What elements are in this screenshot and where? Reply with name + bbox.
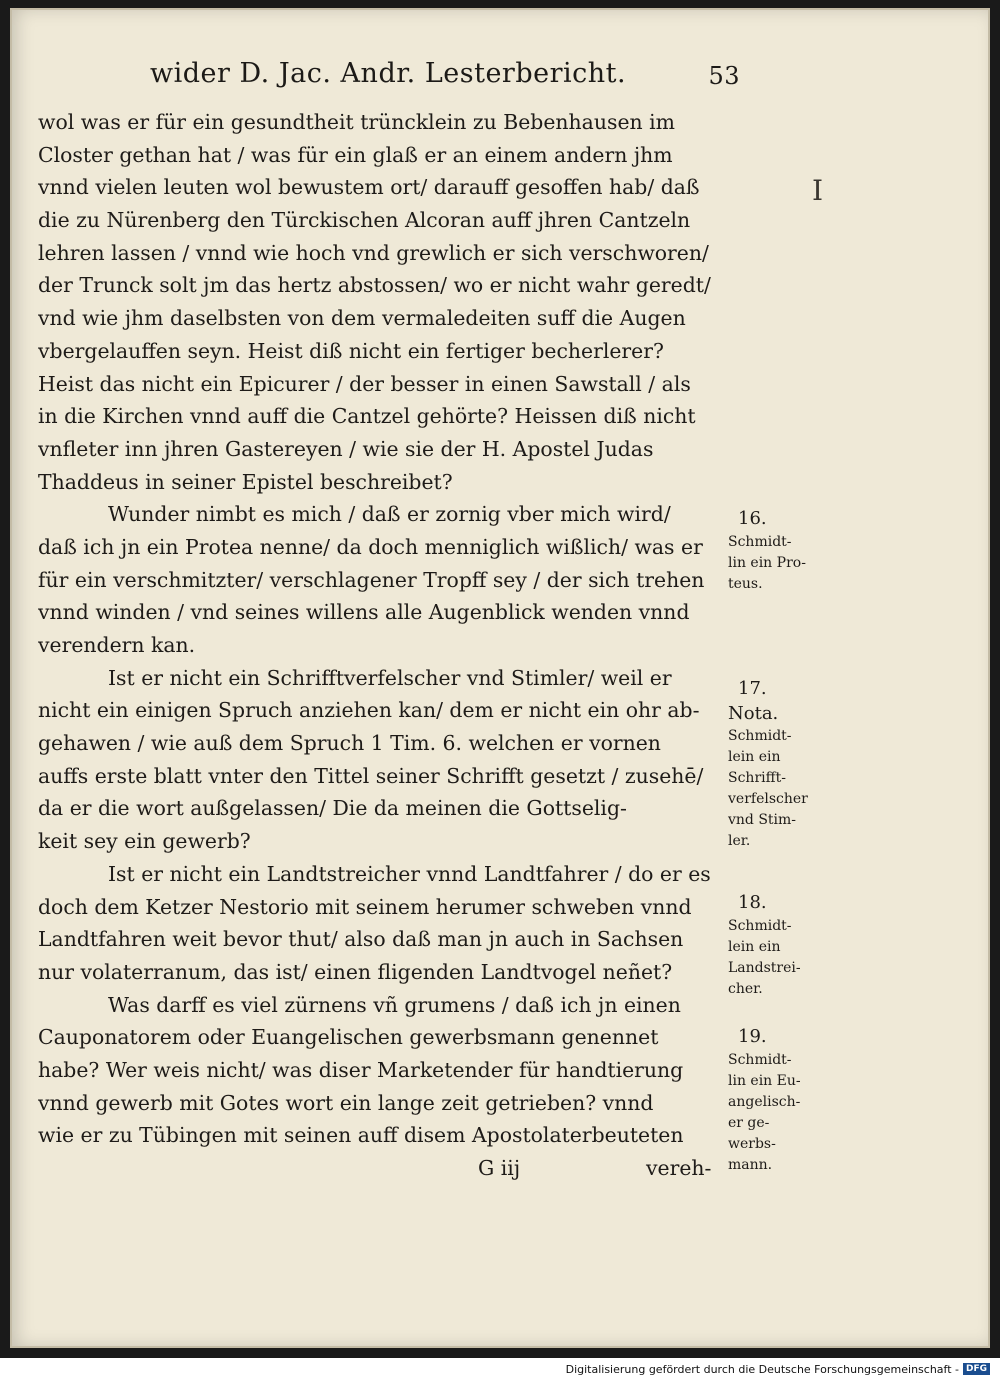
- running-head: [150, 54, 740, 94]
- footer-text: Digitalisierung gefördert durch die Deutsche Forschungsgemeinschaft -: [565, 1362, 959, 1376]
- margin-note-line: verfelscher: [728, 791, 808, 807]
- text-line: keit sey ein gewerb?: [38, 829, 251, 854]
- paragraph-start-line: Ist er nicht ein Schrifftverfelscher vnd Stimler/ weil er: [108, 665, 672, 690]
- margin-note-line: ler.: [728, 833, 751, 849]
- text-line: wie er zu Tübingen mit seinen auff disem Apostolaterbeuteten: [38, 1123, 684, 1148]
- margin-note-line: angelisch-: [728, 1094, 801, 1110]
- dfg-logo-icon: DFG: [963, 1363, 990, 1375]
- paragraph-start-line: Ist er nicht ein Landtstreicher vnnd Landtfahrer / do er es: [108, 861, 711, 886]
- text-line: daß ich jn ein Protea nenne/ da doch menniglich wißlich/ was er: [38, 534, 703, 559]
- paragraph-start-line: Wunder nimbt es mich / daß er zornig vber mich wird/: [108, 502, 671, 527]
- margin-note-line: er ge-: [728, 1115, 770, 1131]
- text-line: wol was er für ein gesundtheit trüncklein zu Bebenhausen im: [38, 110, 675, 134]
- margin-note-line: cher.: [728, 981, 763, 997]
- text-line: Closter gethan hat / was für ein glaß er an einem andern jhm: [38, 142, 673, 167]
- margin-note-line: Schmidt-: [728, 534, 792, 550]
- margin-note-line: werbs-: [728, 1136, 776, 1152]
- text-line: vnnd vielen leuten wol bewustem ort/ darauff gesoffen hab/ daß: [38, 175, 700, 200]
- margin-note-number: 16.: [738, 508, 767, 529]
- text-line: lehren lassen / vnnd wie hoch vnd grewlich er sich verschworen/: [38, 240, 709, 265]
- margin-note-number: 19.: [738, 1026, 767, 1047]
- text-line: vnnd gewerb mit Gotes wort ein lange zeit getrieben? vnnd: [38, 1090, 654, 1115]
- text-line: der Trunck solt jm das hertz abstossen/ wo er nicht wahr geredt/: [38, 273, 711, 298]
- text-line: die zu Nürenberg den Türckischen Alcoran auff jhren Cantzeln: [38, 208, 691, 233]
- margin-note-nota: Nota.: [728, 703, 779, 724]
- text-line: vbergelauffen seyn. Heist diß nicht ein fertiger becherlerer?: [38, 338, 664, 363]
- margin-note-18: [728, 890, 828, 1000]
- text-line: vnd wie jhm daselbsten von dem vermaledeiten suff die Augen: [38, 306, 686, 331]
- text-line: verendern kan.: [38, 633, 196, 657]
- paragraph-start-line: Was darff es viel zürnens vñ grumens / daß ich jn einen: [108, 992, 681, 1017]
- text-line: nicht ein einigen Spruch anziehen kan/ dem er nicht ein ohr ab-: [38, 698, 700, 723]
- margin-note-line: Schmidt-: [728, 1052, 792, 1068]
- text-line: in die Kirchen vnnd auff die Cantzel gehörte? Heissen diß nicht: [38, 404, 696, 429]
- text-line: Cauponatorem oder Euangelischen gewerbsmann genennet: [38, 1025, 659, 1050]
- text-line: vnnd winden / vnd seines willens alle Augenblick wenden vnnd: [38, 600, 690, 625]
- margin-note-line: mann.: [728, 1157, 773, 1173]
- margin-note-line: lein ein: [728, 939, 781, 955]
- text-line: habe? Wer weis nicht/ was diser Marketender für handtierung: [38, 1057, 684, 1082]
- text-line: Landtfahren weit bevor thut/ also daß man jn auch in Sachsen: [38, 927, 684, 952]
- margin-note-19: [728, 1024, 828, 1176]
- text-line: Thaddeus in seiner Epistel beschreibet?: [38, 469, 453, 494]
- text-line: da er die wort außgelassen/ Die da meinen die Gottselig-: [38, 796, 627, 821]
- margin-note-line: Schrifft-: [728, 770, 786, 786]
- page-number: 53: [708, 62, 740, 90]
- margin-note-line: lein ein: [728, 749, 781, 765]
- text-line: auffs erste blatt vnter den Tittel seiner Schrifft gesetzt / zusehē/: [38, 763, 704, 788]
- margin-note-line: vnd Stim-: [728, 812, 797, 828]
- body-text: [38, 106, 728, 1185]
- text-line: vnfleter inn jhren Gastereyen / wie sie der H. Apostel Judas: [38, 436, 654, 461]
- text-line: gehawen / wie auß dem Spruch 1 Tim. 6. welchen er vornen: [38, 731, 661, 756]
- catch-line: [38, 1152, 728, 1185]
- digitization-footer: [566, 1362, 990, 1376]
- margin-note-16: [728, 506, 828, 595]
- margin-note-line: Schmidt-: [728, 728, 792, 744]
- margin-note-line: Landstrei-: [728, 960, 801, 976]
- margin-note-line: lin ein Eu-: [728, 1073, 801, 1089]
- margin-note-line: teus.: [728, 576, 763, 592]
- text-line: Heist das nicht ein Epicurer / der besser in einen Sawstall / als: [38, 371, 691, 396]
- catchword: vereh-: [646, 1156, 712, 1180]
- margin-mark: I: [812, 174, 824, 207]
- running-head-title: wider D. Jac. Andr. Lesterbericht.: [150, 58, 627, 89]
- text-line: nur volaterranum, das ist/ einen fligenden Landtvogel neñet?: [38, 959, 673, 984]
- margin-note-17: [728, 676, 828, 852]
- margin-note-line: Schmidt-: [728, 918, 792, 934]
- margin-note-line: lin ein Pro-: [728, 555, 806, 571]
- text-line: für ein verschmitzter/ verschlagener Tropff sey / der sich trehen: [38, 567, 705, 592]
- text-line: doch dem Ketzer Nestorio mit seinem herumer schweben vnnd: [38, 894, 692, 919]
- signature-mark: G iij: [478, 1156, 521, 1180]
- margin-note-number: 17.: [738, 678, 767, 699]
- margin-note-number: 18.: [738, 892, 767, 913]
